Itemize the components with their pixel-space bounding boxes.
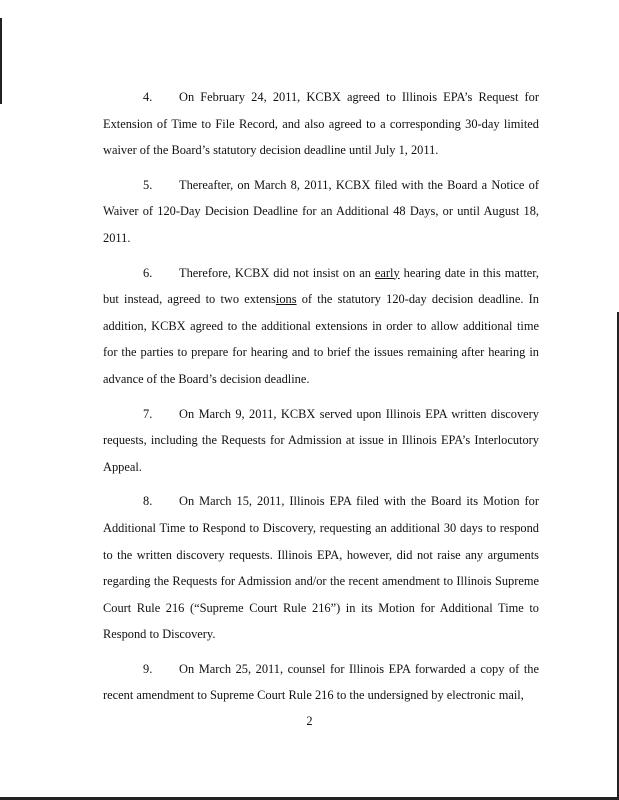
page-number: 2 (306, 714, 313, 728)
paragraph-5 (103, 172, 539, 252)
paragraph-text-part: Therefore, KCBX did not insist on an (179, 265, 375, 280)
paragraph-text: On March 15, 2011, Illinois EPA filed with the Board its Motion for Additional Time to Respond to Discovery, requesting an additional 30 days to respond to the written discovery requests. Illinois EPA, however, did not raise any arguments regarding the Requests for Admission and/or the recent amendment to Illinois Supreme Court Rule 216 (“Supreme Court Rule 216”) in its Motion for Additional Time to Respond to Discovery. (103, 494, 539, 642)
paragraph-4 (103, 84, 539, 164)
paragraph-text: Thereafter, on March 8, 2011, KCBX filed with the Board a Notice of Waiver of 120-Day Decision Deadline for an Additional 48 Days, or until August 18, 2011. (103, 177, 539, 245)
paragraph-text: On March 9, 2011, KCBX served upon Illinois EPA written discovery requests, including the Requests for Admission at issue in Illinois EPA’s Interlocutory Appeal. (103, 406, 539, 474)
underlined-word-early: early (374, 265, 400, 280)
paragraph-9 (103, 656, 539, 709)
document-body (103, 84, 539, 717)
paragraph-number: 8. (143, 494, 153, 509)
paragraph-number: 4. (143, 90, 153, 104)
paragraph-6 (103, 260, 539, 393)
paragraph-number: 7. (143, 406, 153, 421)
paragraph-number: 5. (143, 177, 153, 192)
paragraph-text-part: hearing date in this matter, but instead, agreed to two extens (103, 265, 539, 307)
paragraph-text-part: of the statutory 120-day decision deadline. In addition, KCBX agreed to the additional extensions in order to allow additional time for the parties to prepare for hearing and to brief the issues remaining after hearing in advance of the Board’s decision deadline. (103, 292, 539, 386)
paragraph-text: On February 24, 2011, KCBX agreed to Illinois EPA’s Request for Extension of Time to File Record, and also agreed to a corresponding 30-day limited waiver of the Board’s statutory decision deadline until July 1, 2011. (103, 90, 539, 158)
paragraph-number: 9. (143, 661, 153, 676)
paragraph-7 (103, 401, 539, 481)
paragraph-8 (103, 488, 539, 648)
scan-edge-mark-left (0, 18, 2, 104)
underlined-suffix-ions: ions (275, 292, 297, 307)
paragraph-number: 6. (143, 265, 153, 280)
paragraph-text: On March 25, 2011, counsel for Illinois EPA forwarded a copy of the recent amendment to Supreme Court Rule 216 to the undersigned by electronic mail, (103, 661, 539, 703)
